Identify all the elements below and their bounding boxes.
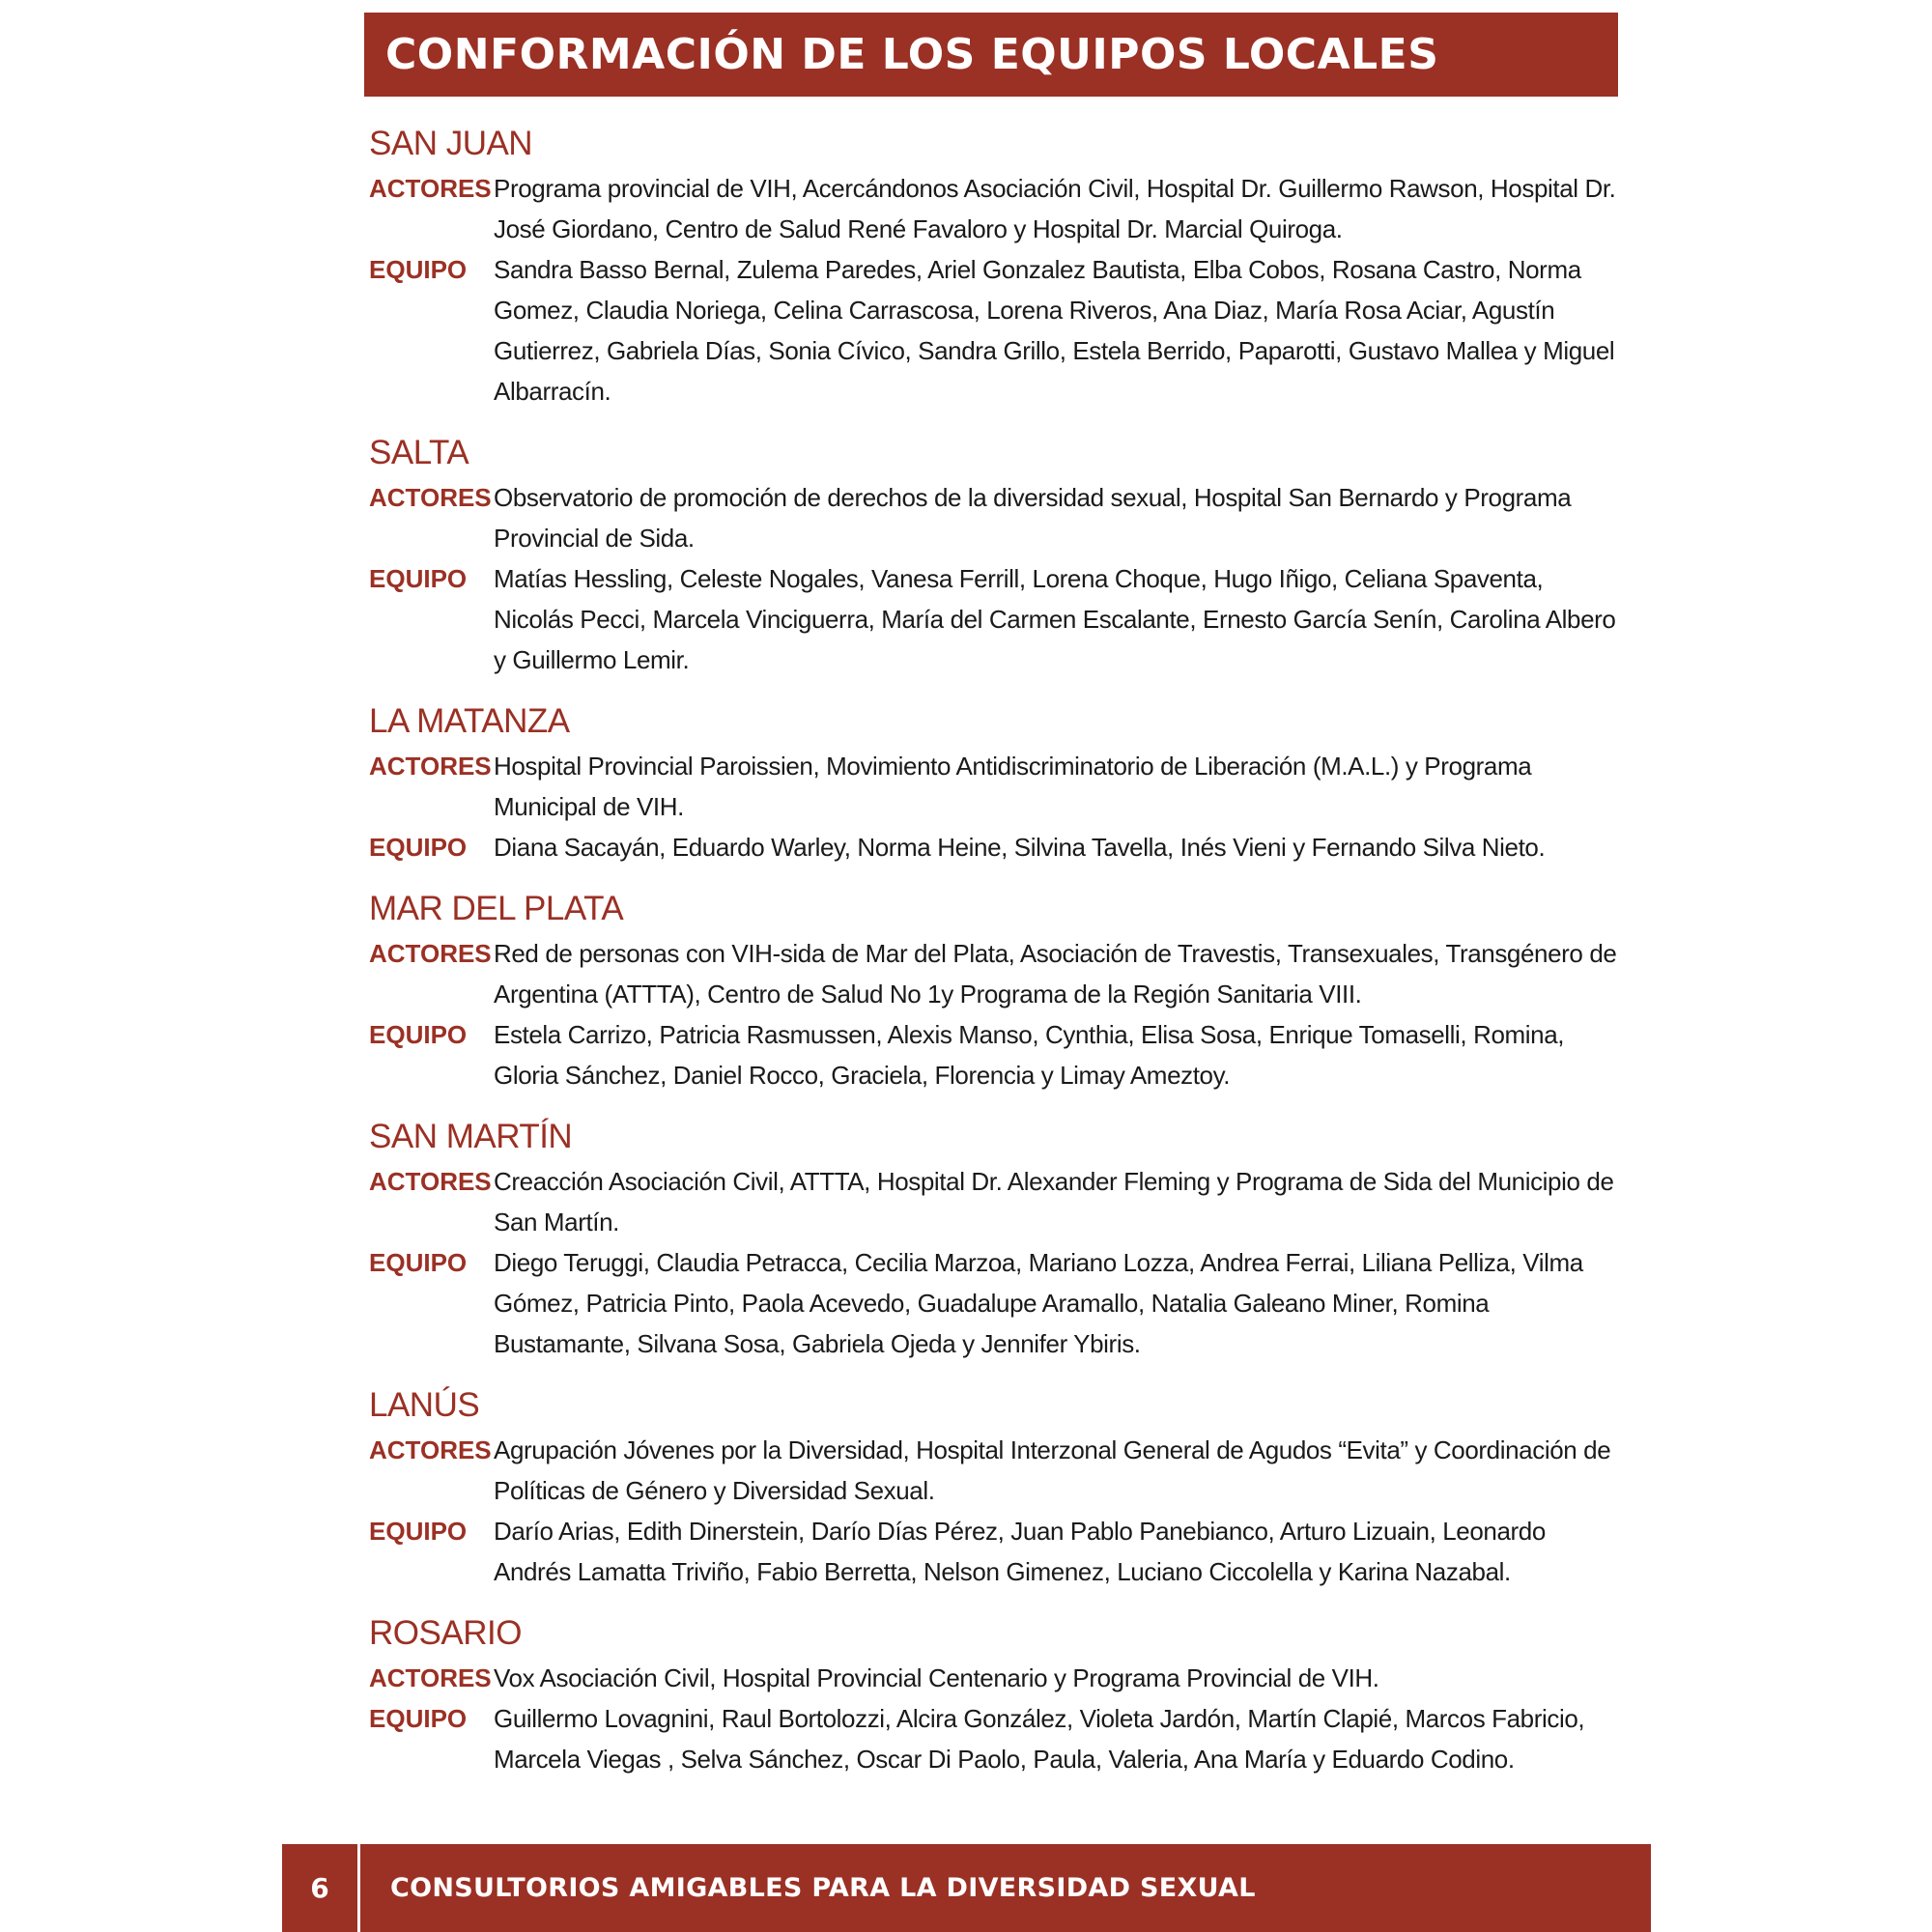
footer-bar xyxy=(282,1844,1651,1932)
region-san-juan xyxy=(369,120,1625,412)
actores-row xyxy=(369,746,1625,827)
equipo-label: EQUIPO xyxy=(369,1248,468,1277)
actores-label: ACTORES xyxy=(369,939,492,968)
region-lanus xyxy=(369,1381,1625,1592)
actores-label: ACTORES xyxy=(369,752,492,781)
equipo-label: EQUIPO xyxy=(369,1704,468,1733)
equipo-text: Darío Arias, Edith Dinerstein, Darío Días Pérez, Juan Pablo Panebianco, Arturo Lizuain, Leonardo Andrés Lamatta Triviño, Fabio Berretta, Nelson Gimenez, Luciano Ciccolella y Karina Nazabal. xyxy=(494,1517,1546,1586)
actores-text: Vox Asociación Civil, Hospital Provincial Centenario y Programa Provincial de VIH. xyxy=(494,1663,1379,1692)
equipo-label: EQUIPO xyxy=(369,564,468,593)
region-name: SAN MARTÍN xyxy=(369,1118,573,1155)
actores-label: ACTORES xyxy=(369,483,492,512)
actores-label: ACTORES xyxy=(369,174,492,203)
actores-text: Creacción Asociación Civil, ATTTA, Hospital Dr. Alexander Fleming y Programa de Sida del Municipio de San Martín. xyxy=(494,1167,1614,1236)
equipo-text: Matías Hessling, Celeste Nogales, Vanesa Ferrill, Lorena Choque, Hugo Iñigo, Celiana Spaventa, Nicolás Pecci, Marcela Vinciguerra, María del Carmen Escalante, Ernesto García Senín, Carolina Albero y Guillermo Lemir. xyxy=(494,564,1616,674)
actores-text: Programa provincial de VIH, Acercándonos Asociación Civil, Hospital Dr. Guillermo Rawson, Hospital Dr. José Giordano, Centro de Salud René Favaloro y Hospital Dr. Marcial Quiroga. xyxy=(494,174,1616,243)
actores-row xyxy=(369,168,1625,249)
region-mar-del-plata xyxy=(369,885,1625,1095)
footer-divider xyxy=(357,1844,360,1932)
equipo-row xyxy=(369,827,1625,867)
actores-text: Observatorio de promoción de derechos de la diversidad sexual, Hospital San Bernardo y Programa Provincial de Sida. xyxy=(494,483,1572,553)
actores-row xyxy=(369,933,1625,1014)
region-name: LA MATANZA xyxy=(369,702,570,740)
region-salta xyxy=(369,429,1625,680)
equipo-row xyxy=(369,1511,1625,1592)
equipo-row xyxy=(369,1698,1625,1779)
actores-text: Hospital Provincial Paroissien, Movimiento Antidiscriminatorio de Liberación (M.A.L.) y Programa Municipal de VIH. xyxy=(494,752,1532,821)
page-title: CONFORMACIÓN DE LOS EQUIPOS LOCALES xyxy=(385,30,1439,79)
actores-label: ACTORES xyxy=(369,1663,492,1692)
region-name: SAN JUAN xyxy=(369,125,533,162)
region-rosario xyxy=(369,1609,1625,1779)
equipo-row xyxy=(369,1014,1625,1095)
actores-row xyxy=(369,1658,1625,1698)
region-name: SALTA xyxy=(369,434,469,471)
region-name: LANÚS xyxy=(369,1386,480,1424)
equipo-label: EQUIPO xyxy=(369,255,468,284)
equipo-label: EQUIPO xyxy=(369,833,468,862)
actores-text: Agrupación Jóvenes por la Diversidad, Hospital Interzonal General de Agudos “Evita” y Coordinación de Políticas de Género y Diversidad Sexual. xyxy=(494,1435,1611,1505)
actores-row xyxy=(369,1161,1625,1242)
footer-title: CONSULTORIOS AMIGABLES PARA LA DIVERSIDAD SEXUAL xyxy=(390,1873,1256,1903)
equipo-text: Sandra Basso Bernal, Zulema Paredes, Ariel Gonzalez Bautista, Elba Cobos, Rosana Castro, Norma Gomez, Claudia Noriega, Celina Carrascosa, Lorena Riveros, Ana Diaz, María Rosa Aciar, Agustín Gutierrez, Gabriela Días, Sonia Cívico, Sandra Grillo, Estela Berrido, Paparotti, Gustavo Mallea y Miguel Albarracín. xyxy=(494,255,1615,406)
equipo-row xyxy=(369,1242,1625,1364)
actores-text: Red de personas con VIH-sida de Mar del Plata, Asociación de Travestis, Transexuales, Transgénero de Argentina (ATTTA), Centro de Salud No 1y Programa de la Región Sanitaria VIII. xyxy=(494,939,1617,1009)
actores-row xyxy=(369,1430,1625,1511)
equipo-text: Guillermo Lovagnini, Raul Bortolozzi, Alcira González, Violeta Jardón, Martín Clapié, Marcos Fabricio, Marcela Viegas , Selva Sánchez, Oscar Di Paolo, Paula, Valeria, Ana María y Eduardo Codino. xyxy=(494,1704,1585,1774)
page-number: 6 xyxy=(310,1872,329,1904)
region-la-matanza xyxy=(369,697,1625,867)
actores-label: ACTORES xyxy=(369,1167,492,1196)
equipo-label: EQUIPO xyxy=(369,1517,468,1546)
equipo-label: EQUIPO xyxy=(369,1020,468,1049)
region-name: MAR DEL PLATA xyxy=(369,890,624,927)
equipo-row xyxy=(369,558,1625,680)
equipo-text: Diana Sacayán, Eduardo Warley, Norma Heine, Silvina Tavella, Inés Vieni y Fernando Silva Nieto. xyxy=(494,833,1546,862)
equipo-text: Estela Carrizo, Patricia Rasmussen, Alexis Manso, Cynthia, Elisa Sosa, Enrique Tomaselli, Romina, Gloria Sánchez, Daniel Rocco, Graciela, Florencia y Limay Ameztoy. xyxy=(494,1020,1565,1090)
equipo-text: Diego Teruggi, Claudia Petracca, Cecilia Marzoa, Mariano Lozza, Andrea Ferrai, Liliana Pelliza, Vilma Gómez, Patricia Pinto, Paola Acevedo, Guadalupe Aramallo, Natalia Galeano Miner, Romina Bustamante, Silvana Sosa, Gabriela Ojeda y Jennifer Ybiris. xyxy=(494,1248,1583,1358)
title-bar xyxy=(364,13,1618,97)
content xyxy=(369,120,1625,1797)
actores-row xyxy=(369,477,1625,558)
region-san-martin xyxy=(369,1113,1625,1364)
region-name: ROSARIO xyxy=(369,1614,522,1652)
actores-label: ACTORES xyxy=(369,1435,492,1464)
equipo-row xyxy=(369,249,1625,412)
